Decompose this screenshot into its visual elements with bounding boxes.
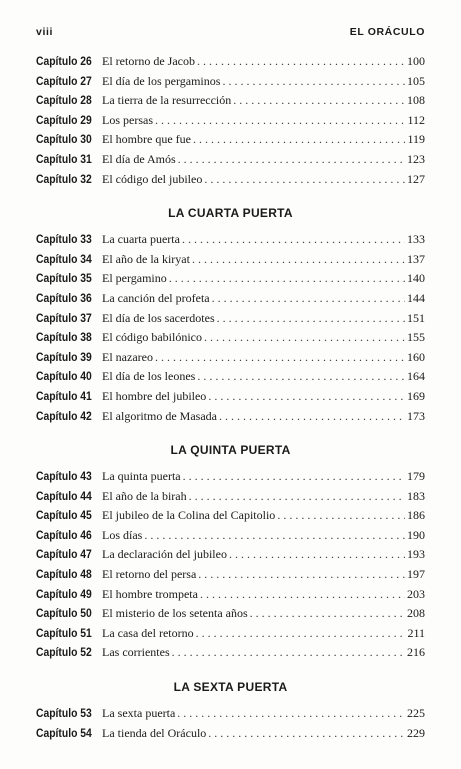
toc-entry [36, 487, 425, 507]
toc-entry [36, 328, 425, 348]
dot-leader [169, 269, 405, 289]
chapter-label: Capítulo 48 [36, 569, 92, 582]
chapter-page: 105 [407, 73, 425, 88]
chapter-title: El día de los leones [102, 369, 196, 384]
chapter-title: El pergamino [102, 271, 167, 286]
chapter-label: Capítulo 28 [36, 95, 92, 108]
dot-leader [277, 506, 405, 526]
chapter-title: El código babilónico [102, 330, 202, 345]
dot-leader [193, 130, 405, 150]
toc-entry [36, 387, 425, 407]
dot-leader [192, 250, 405, 270]
book-title: EL ORÁCULO [349, 26, 425, 38]
chapter-page: 193 [407, 547, 425, 562]
dot-leader [197, 367, 405, 387]
dot-leader [204, 170, 405, 190]
chapter-label: Capítulo 36 [36, 292, 92, 305]
section-title: LA CUARTA PUERTA [168, 206, 293, 221]
dot-leader [178, 150, 405, 170]
dot-leader [172, 643, 405, 663]
chapter-page: 137 [407, 251, 425, 266]
chapter-label: Capítulo 51 [36, 627, 92, 640]
chapter-title: La tierra de la resurrección [102, 93, 232, 108]
chapter-label: Capítulo 43 [36, 471, 92, 484]
chapter-title: El año de la kiryat [102, 251, 190, 266]
chapter-page: 151 [407, 310, 425, 325]
chapter-page: 208 [407, 606, 425, 621]
toc-entry [36, 526, 425, 546]
chapter-label: Capítulo 47 [36, 549, 92, 562]
dot-leader [196, 624, 406, 644]
section-title: LA SEXTA PUERTA [173, 680, 288, 695]
chapter-title: La tienda del Oráculo [102, 725, 207, 740]
chapter-page: 203 [407, 586, 425, 601]
chapter-page: 186 [407, 508, 425, 523]
chapter-title: El código del jubileo [102, 171, 203, 186]
toc-entry [36, 309, 425, 329]
chapter-title: El año de la birah [102, 488, 187, 503]
chapter-page: 160 [407, 349, 425, 364]
chapter-title: El misterio de los setenta años [102, 606, 248, 621]
chapter-title: El jubileo de la Colina del Capitolio [102, 508, 276, 523]
chapter-title: Los persas [102, 112, 153, 127]
dot-leader [229, 545, 405, 565]
chapter-label: Capítulo 26 [36, 56, 92, 68]
dot-leader [217, 309, 405, 329]
chapter-label: Capítulo 32 [36, 173, 92, 186]
chapter-title: La declaración del jubileo [102, 547, 227, 562]
dot-leader [183, 467, 405, 487]
chapter-title: El día de Amós [102, 151, 176, 166]
chapter-page: 108 [407, 93, 425, 108]
chapter-label: Capítulo 52 [36, 647, 92, 660]
dot-leader [204, 328, 405, 348]
toc-entry [36, 604, 425, 624]
toc-entry [36, 111, 425, 131]
dot-leader [219, 407, 405, 427]
toc-entry [36, 269, 425, 289]
toc-entry [36, 506, 425, 526]
chapter-label: Capítulo 40 [36, 371, 92, 384]
toc-entry [36, 467, 425, 487]
dot-leader [200, 585, 405, 605]
chapter-label: Capítulo 45 [36, 510, 92, 523]
toc-entry [36, 72, 425, 92]
dot-leader [250, 604, 405, 624]
chapter-page: 140 [407, 271, 425, 286]
chapter-label: Capítulo 41 [36, 390, 92, 403]
chapter-page: 155 [407, 330, 425, 345]
chapter-label: Capítulo 37 [36, 312, 92, 325]
chapter-page: 216 [407, 645, 425, 660]
toc-entry [36, 585, 425, 605]
chapter-page: 211 [407, 625, 425, 640]
chapter-title: Los días [102, 527, 143, 542]
chapter-page: 127 [407, 171, 425, 186]
toc-entry [36, 367, 425, 387]
page-number: viii [36, 26, 53, 38]
toc-entry [36, 407, 425, 427]
dot-leader [189, 487, 405, 507]
toc-entry [36, 150, 425, 170]
toc-section [36, 440, 425, 663]
chapter-title: El día de los pergaminos [102, 73, 221, 88]
chapter-label: Capítulo 39 [36, 351, 92, 364]
chapter-page: 100 [407, 54, 425, 68]
dot-leader [144, 526, 405, 546]
dot-leader [233, 91, 405, 111]
dot-leader [222, 72, 405, 92]
dot-leader [182, 230, 405, 250]
dot-leader [212, 289, 405, 309]
chapter-label: Capítulo 53 [36, 708, 92, 721]
chapter-title: La canción del profeta [102, 290, 210, 305]
running-header [36, 26, 425, 38]
chapter-title: El día de los sacerdotes [102, 310, 215, 325]
chapter-page: 164 [407, 369, 425, 384]
dot-leader [177, 704, 405, 724]
chapter-page: 190 [407, 527, 425, 542]
chapter-label: Capítulo 42 [36, 410, 92, 423]
chapter-page: 169 [407, 388, 425, 403]
chapter-page: 179 [407, 469, 425, 484]
toc-entry [36, 724, 425, 744]
table-of-contents [36, 52, 425, 743]
toc-entry [36, 52, 425, 72]
dot-leader [197, 52, 405, 72]
toc-entry [36, 170, 425, 190]
chapter-label: Capítulo 44 [36, 490, 92, 503]
chapter-page: 173 [407, 408, 425, 423]
chapter-page: 225 [407, 706, 425, 721]
toc-section [36, 203, 425, 426]
toc-entry [36, 704, 425, 724]
toc-entry [36, 643, 425, 663]
chapter-page: 119 [407, 132, 425, 147]
toc-entry [36, 565, 425, 585]
chapter-label: Capítulo 46 [36, 529, 92, 542]
dot-leader [198, 565, 405, 585]
chapter-page: 133 [407, 232, 425, 247]
toc-entry [36, 130, 425, 150]
section-title: LA QUINTA PUERTA [170, 443, 291, 458]
toc-entry [36, 289, 425, 309]
toc-section [36, 677, 425, 743]
chapter-page: 123 [407, 151, 425, 166]
chapter-title: El nazareo [102, 349, 153, 364]
chapter-title: La cuarta puerta [102, 232, 180, 247]
chapter-title: Las corrientes [102, 645, 170, 660]
dot-leader [208, 724, 405, 744]
toc-entry [36, 230, 425, 250]
toc-entry [36, 250, 425, 270]
chapter-label: Capítulo 38 [36, 332, 92, 345]
chapter-label: Capítulo 27 [36, 75, 92, 88]
chapter-title: La sexta puerta [102, 706, 176, 721]
chapter-page: 112 [407, 112, 425, 127]
chapter-title: El retorno de Jacob [102, 54, 195, 68]
chapter-label: Capítulo 29 [36, 114, 92, 127]
chapter-page: 197 [407, 567, 425, 582]
chapter-label: Capítulo 30 [36, 134, 92, 147]
chapter-title: El hombre que fue [102, 132, 191, 147]
chapter-title: El algoritmo de Masada [102, 408, 217, 423]
chapter-label: Capítulo 49 [36, 588, 92, 601]
dot-leader [155, 348, 405, 368]
chapter-page: 229 [407, 725, 425, 740]
chapter-label: Capítulo 50 [36, 608, 92, 621]
chapter-title: El hombre trompeta [102, 586, 198, 601]
chapter-page: 183 [407, 488, 425, 503]
chapter-title: El retorno del persa [102, 567, 197, 582]
chapter-title: La quinta puerta [102, 469, 181, 484]
chapter-label: Capítulo 31 [36, 153, 92, 166]
chapter-label: Capítulo 54 [36, 727, 92, 740]
chapter-page: 144 [407, 290, 425, 305]
chapter-label: Capítulo 34 [36, 253, 92, 266]
toc-entry [36, 348, 425, 368]
toc-entry [36, 545, 425, 565]
toc-section [36, 52, 425, 189]
chapter-label: Capítulo 33 [36, 234, 92, 247]
toc-entry [36, 91, 425, 111]
toc-entry [36, 624, 425, 644]
dot-leader [208, 387, 405, 407]
chapter-title: El hombre del jubileo [102, 388, 207, 403]
chapter-title: La casa del retorno [102, 625, 194, 640]
chapter-label: Capítulo 35 [36, 273, 92, 286]
dot-leader [155, 111, 405, 131]
